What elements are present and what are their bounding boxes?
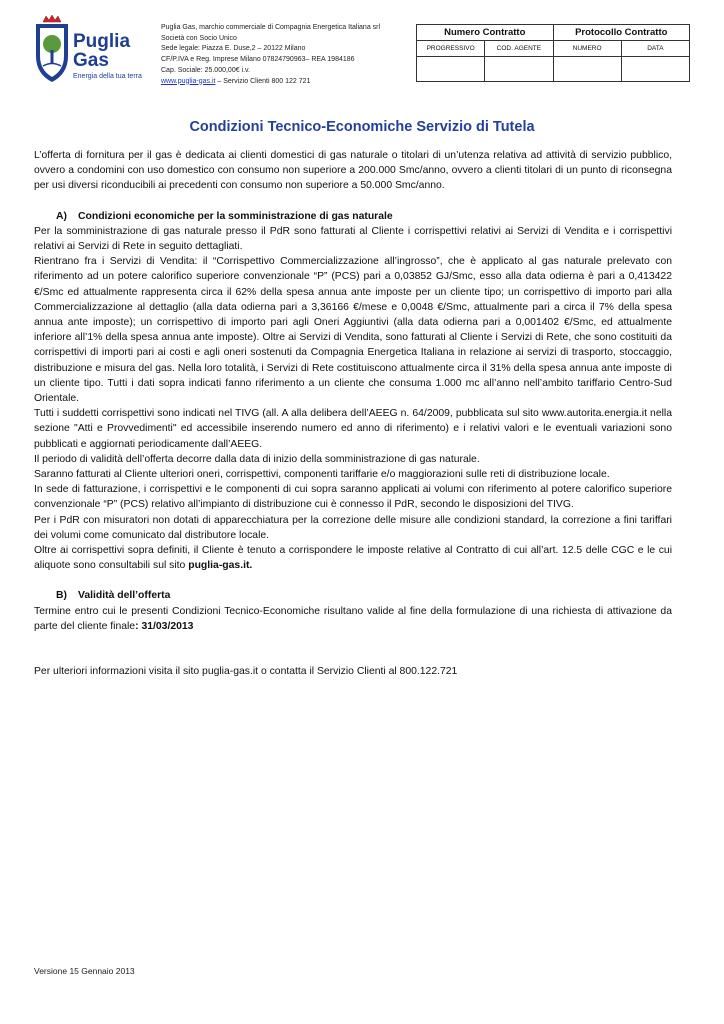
section-a-paragraph: Per i PdR con misuratori non dotati di apparecchiatura per la correzione delle misure alle condizioni standard, la correzione a fini tariffari dei volumi come comunicato dal distributore locale. xyxy=(34,514,672,541)
section-a-paragraph: Saranno fatturati al Cliente ulteriori oneri, corrispettivi, componenti tariffarie e/o maggiorazioni sulle reti di distribuzione locale. xyxy=(34,469,610,481)
protocollo-contratto-header: Protocollo Contratto xyxy=(553,25,690,41)
section-b-text: Termine entro cui le presenti Condizioni Tecnico-Economiche risultano valide al fine della formulazione di una richiesta di attivazione da parte del cliente finale xyxy=(34,605,672,632)
logo-tagline: Energia della tua terra xyxy=(73,73,142,80)
company-website-line xyxy=(161,77,411,88)
puglia-gas-logo xyxy=(33,14,155,84)
section-b-letter: B) xyxy=(56,590,67,602)
numero-column: NUMERO xyxy=(553,41,621,57)
company-line: CF/P.IVA e Reg. Imprese Milano 07824790963– REA 1984186 xyxy=(161,56,355,64)
cod-agente-field[interactable] xyxy=(485,57,553,82)
company-line: Società con Socio Unico xyxy=(161,34,237,42)
section-a-heading xyxy=(34,209,672,224)
progressivo-field[interactable] xyxy=(417,57,485,82)
logo-brand-line2: Gas xyxy=(73,50,109,71)
section-b-heading xyxy=(34,588,672,603)
company-line: Puglia Gas, marchio commerciale di Compagnia Energetica Italiana srl xyxy=(161,24,381,31)
company-line: Cap. Sociale: 25.000,00€ i.v. xyxy=(161,66,250,74)
page-title: Condizioni Tecnico-Economiche Servizio di Tutela xyxy=(189,119,535,135)
section-a-paragraph: Rientrano fra i Servizi di Vendita: il “Corrispettivo Commercializzazione all’ingrosso”, che è applicato al gas naturale prelevato con riferimento ad un potere calorifico superiore convenzionale “P” (PCS) pari a 0,03852 GJ/Smc, esso alla data odierna è pari a 0,413422 €/Smc ed attualmente rappresenta circa il 62% della spesa annua ante imposte per un cliente tipo; un corrispettivo di importo pari alla Commercializzazione al dettaglio (alla data odierna pari a 3,36166 €/mese e 0,0048 €/Smc, attualmente pari a circa il 7% della spesa annua ante imposte); un corrispettivo di importo pari agli Oneri Aggiuntivi (alla data odierna pari a 0,001402 €/Smc, ed attualmente inferiore all’1% della spesa annua ante imposte). Oltre ai Servizi di Vendita, sono fatturati al Cliente i Servizi di Rete, che sono costituiti da corrispettivi di importi pari ai costi e agli oneri sostenuti da Compagnia Energetica Italiana in relazione ai servizi di trasporto, stoccaggio, distribuzione e misura del gas. Nella loro totalità, i Servizi di Rete costituiscono attualmente circa il 31% della spesa annua ante imposte di un cliente tipo. Tutti i dati sopra indicati fanno riferimento a un cliente che consuma 1.000 mc all’anno nell’ambito tariffario Centro-Sud Orientale. xyxy=(34,256,672,405)
offer-deadline: : 31/03/2013 xyxy=(135,620,194,632)
section-b-title: Validità dell’offerta xyxy=(78,590,171,602)
section-a-paragraph: Tutti i suddetti corrispettivi sono indicati nel TIVG (all. A alla delibera dell’AEEG n. 64/2009, pubblicata sul sito www.autorita.energia.it nella sezione "Atti e Provvedimenti" ed accessibile inserendo numero ed anno di riferimento) e i relativi valori e le eventuali variazioni sono pubblicati e aggiornati periodicamente dall’AEEG. xyxy=(34,408,672,450)
data-column: DATA xyxy=(621,41,689,57)
info-line: Per ulteriori informazioni visita il sito puglia-gas.it o contatta il Servizio Clienti al 800.122.721 xyxy=(34,666,458,678)
website-link[interactable]: www.puglia-gas.it xyxy=(161,77,216,85)
numero-field[interactable] xyxy=(553,57,621,82)
site-name-bold: puglia-gas.it. xyxy=(188,560,253,572)
customer-service-text: – Servizio Clienti 800 122 721 xyxy=(215,77,311,85)
progressivo-column: PROGRESSIVO xyxy=(417,41,485,57)
section-a-title: Condizioni economiche per la somministrazione di gas naturale xyxy=(78,210,393,222)
section-a-letter: A) xyxy=(56,210,67,222)
contract-table xyxy=(416,24,690,82)
version-footer: Versione 15 Gennaio 2013 xyxy=(34,966,135,976)
section-a-last-paragraph xyxy=(34,543,672,573)
intro-paragraph: L’offerta di fornitura per il gas è dedicata ai clienti domestici di gas naturale o titolari di un’utenza relativa ad attività di servizio pubblico, ovvero a condomini con uso domestico con consumo non superiore a 200.000 Smc/anno, ovvero a clienti titolari di un punto di riconsegna per usi diversi riconducibili ai precedenti con consumo non superiore a 50.000 Smc/anno. xyxy=(34,150,672,192)
company-info xyxy=(161,23,411,87)
cod-agente-column: COD. AGENTE xyxy=(485,41,553,57)
company-line: Sede legale: Piazza E. Duse,2 – 20122 Milano xyxy=(161,45,306,53)
section-a-paragraph: Per la somministrazione di gas naturale presso il PdR sono fatturati al Cliente i corrispettivi relativi ai Servizi di Vendita e i corrispettivi relativi ai Servizi di Rete in seguito dettagliati. xyxy=(34,225,672,253)
section-a-paragraph: Il periodo di validità dell’offerta decorre dalla data di inizio della somministrazione di gas naturale. xyxy=(34,453,480,465)
numero-contratto-header: Numero Contratto xyxy=(417,25,554,41)
data-field[interactable] xyxy=(621,57,689,82)
section-a-last-text: Oltre ai corrispettivi sopra definiti, il Cliente è tenuto a corrispondere le imposte relative al Contratto di cui all’art. 12.5 delle CGC e le cui aliquote sono consultabili sul sito xyxy=(34,545,672,572)
section-b-paragraph xyxy=(34,604,672,634)
logo-brand-line1: Puglia xyxy=(73,31,131,52)
document-body xyxy=(34,148,672,679)
section-a-paragraph: In sede di fatturazione, i corrispettivi e le componenti di cui sopra saranno applicati ai volumi con riferimento al potere calorifico superiore convenzionale “P” (PCS) relativo all’impianto di distribuzione cui è connesso il PdR, secondo le disposizioni del TIVG. xyxy=(34,484,672,511)
